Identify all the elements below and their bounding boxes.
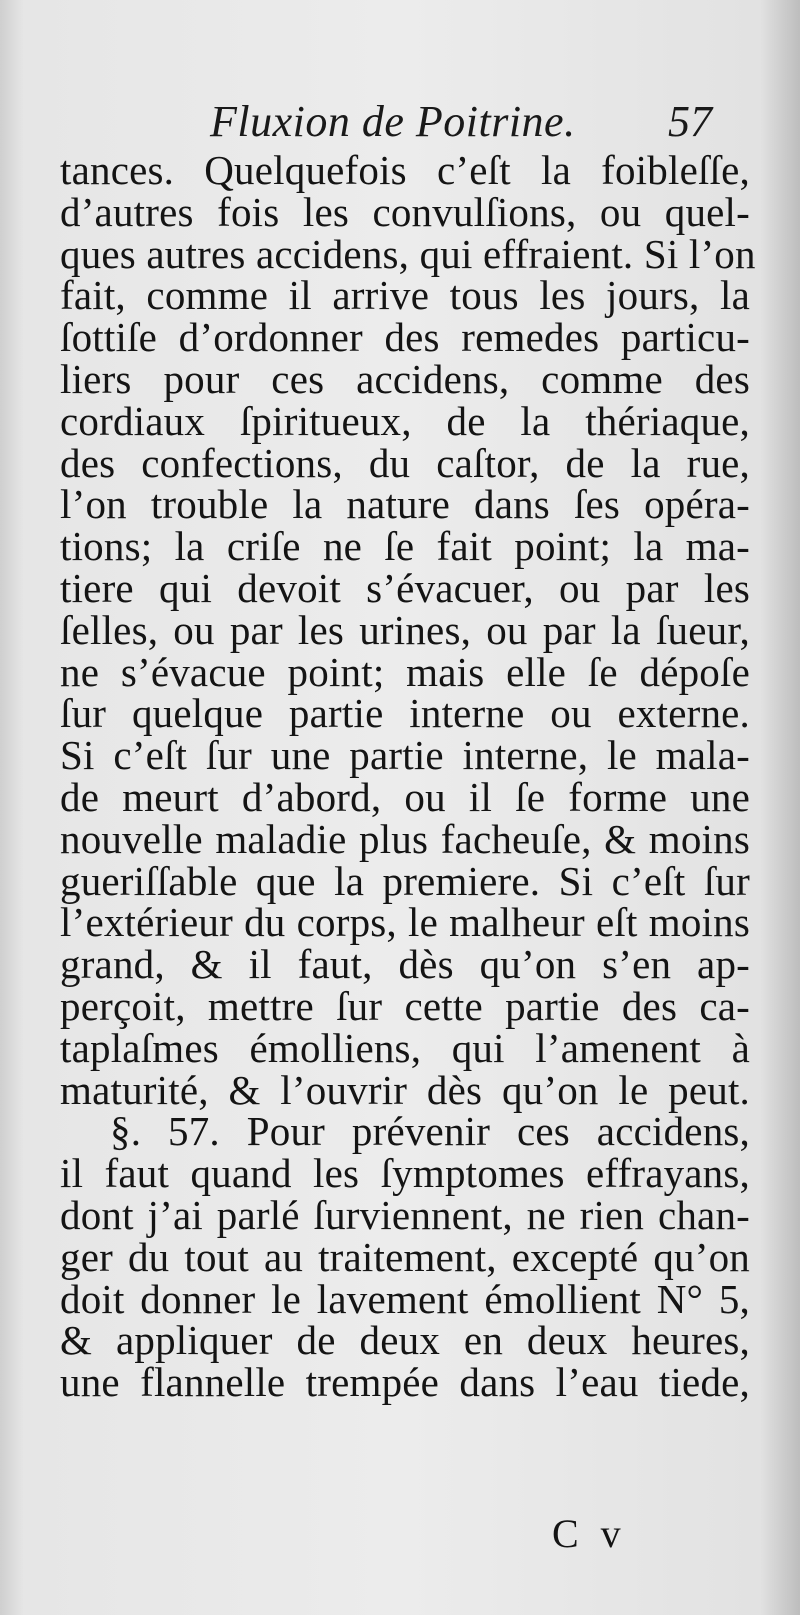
text-line: tances. Quelquefois c’eſt la foibleſſe, [60,147,750,193]
text-line: maturité, & l’ouvrir dès qu’on le peut. [60,1066,750,1113]
text-line: tiere qui devoit s’évacuer, ou par les [60,564,750,611]
text-line: taplaſmes émolliens, qui l’amenent à [60,1024,750,1071]
text-line: doit donner le lavement émollient N° 5, [60,1275,750,1322]
signature-mark: C v [552,1511,627,1556]
text-line: & appliquer de deux en deux heures, [60,1317,750,1364]
text-line: ſur quelque partie interne ou externe. [60,690,750,737]
text-line: ſottiſe d’ordonner des remedes particu- [60,314,750,361]
text-line: nouvelle maladie plus facheuſe, & moins [60,815,750,862]
text-line: ques autres accidens, qui effraient. Si l’on [60,230,756,277]
text-line: ne s’évacue point; mais elle ſe dépoſe [60,648,750,695]
text-line: cordiaux ſpiritueux, de la thériaque, [60,397,750,444]
text-line: ſelles, ou par les urines, ou par la ſueur, [60,606,750,653]
text-line: de meurt d’abord, ou il ſe forme une [60,773,750,820]
text-line: l’extérieur du corps, le malheur eſt moins [60,899,750,946]
text-line: il faut quand les ſymptomes effrayans, [60,1150,750,1197]
page-number: 57 [668,97,712,146]
text-line: une flannelle trempée dans l’eau tiede, [60,1359,750,1406]
text-line: l’on trouble la nature dans ſes opéra- [60,481,750,528]
text-line: Si c’eſt ſur une partie interne, le mala- [60,732,750,779]
page-header [0,96,800,152]
text-line: gueriſſable que la premiere. Si c’eſt ſur [60,857,750,904]
section-start-line: §. 57. Pour prévenir ces accidens, [110,1108,750,1155]
text-line: tions; la criſe ne ſe fait point; la ma- [60,523,750,570]
text-line: grand, & il faut, dès qu’on s’en ap- [60,941,750,988]
running-title: Fluxion de Poitrine. [210,97,576,146]
text-line: dont j’ai parlé ſurviennent, ne rien chan- [60,1191,750,1238]
body-text [60,147,756,1406]
text-line: fait, comme il arrive tous les jours, la [60,272,750,319]
text-line: ger du tout au traitement, excepté qu’on [60,1233,750,1280]
text-line: perçoit, mettre ſur cette partie des ca- [60,982,750,1029]
text-line: d’autres fois les convulſions, ou quel- [60,188,750,235]
text-line: liers pour ces accidens, comme des [60,355,750,402]
text-line: des confections, du caſtor, de la rue, [60,439,750,486]
